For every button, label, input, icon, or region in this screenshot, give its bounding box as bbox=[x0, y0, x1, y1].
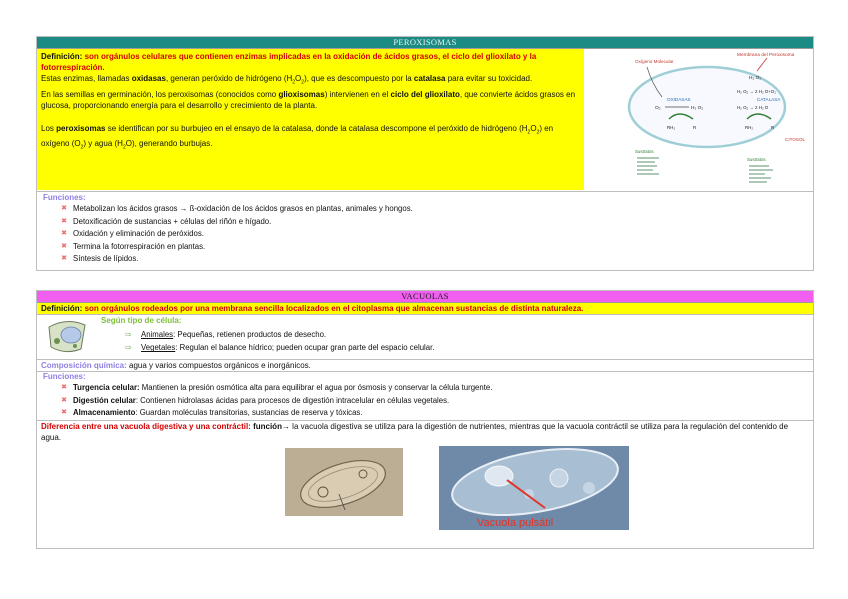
peroxisomas-paragraph-2: En las semillas en germinación, los peroxisomas (conocidos como glioxisomas) intervienen en el ciclo del glioxilato, que convierte ácidos grasos en glucosa, proporcionando energía para el desarrollo y crecimiento de la planta. bbox=[41, 90, 576, 111]
list-item: ✖ Digestión celular: Contienen hidrolasas ácidas para procesos de digestión intracelular en células vegetales. bbox=[61, 395, 450, 405]
list-item: ✖ Metabolizan los ácidos grasos → ß-oxidación de los ácidos grasos en plantas, animales y hongos. bbox=[61, 204, 413, 213]
funciones-label: Funciones: bbox=[43, 193, 86, 202]
peroxisomas-text-block bbox=[37, 49, 584, 190]
svg-text:H₂ O₂: H₂ O₂ bbox=[749, 76, 762, 81]
citosol-label: CITOSOL bbox=[785, 137, 806, 142]
vacuolas-section bbox=[36, 290, 814, 549]
peroxisomas-funciones bbox=[37, 191, 813, 266]
svg-text:OXIDASAS: OXIDASAS bbox=[667, 97, 691, 102]
svg-text:O₂: O₂ bbox=[655, 106, 661, 111]
vacuolas-definicion: Definición: son orgánulos rodeados por una membrana sencilla localizados en el citoplasma que almacenan sustancias de distinta naturaleza. bbox=[37, 303, 813, 315]
svg-text:CATALASA: CATALASA bbox=[757, 97, 781, 102]
paramecium-photo-2 bbox=[439, 446, 629, 530]
vacuolas-tipos-block bbox=[37, 315, 813, 359]
vacuolas-funciones bbox=[37, 371, 813, 420]
svg-text:RH₂: RH₂ bbox=[667, 125, 676, 130]
peroxisome-diagram bbox=[607, 49, 812, 189]
list-item: ✖ Detoxificación de sustancias + células del riñón e hígado. bbox=[61, 216, 272, 226]
segun-tipo-label: Según tipo de célula: bbox=[101, 316, 182, 326]
svg-text:R: R bbox=[693, 125, 697, 130]
svg-text:H₂ O₂ → 2 H₂ O+O₂: H₂ O₂ → 2 H₂ O+O₂ bbox=[737, 89, 776, 94]
tipos-list bbox=[37, 328, 434, 354]
list-item: ✖ Turgencia celular: Mantienen la presión osmótica alta para equilibrar el agua por ósmosis y conservar la célula turgente. bbox=[61, 383, 493, 393]
vacuolas-title: VACUOLAS bbox=[37, 291, 813, 303]
svg-text:RH₂: RH₂ bbox=[745, 125, 754, 130]
list-item: ✖ Termina la fotorrespiración en plantas. bbox=[61, 241, 206, 251]
list-item: ✖ Almacenamiento: Guardan moléculas transitorias, sustancias de reserva y tóxicas. bbox=[61, 408, 363, 418]
peroxisomas-title: PEROXISOMAS bbox=[37, 37, 813, 49]
vacuola-pulsatil-label: Vacuola pulsátil bbox=[477, 516, 554, 529]
svg-text:H₂ O₂ → 2 H₂ O: H₂ O₂ → 2 H₂ O bbox=[737, 105, 769, 110]
tipo-animales: ⇨ Animales: Pequeñas, retienen productos de desecho. bbox=[125, 330, 327, 340]
sustratos-label-2: Sustratos bbox=[747, 157, 766, 162]
composicion-row: Composición química: agua y varios compuestos orgánicos e inorgánicos. bbox=[37, 359, 813, 371]
list-item: ✖ Síntesis de lípidos. bbox=[61, 254, 139, 263]
tipo-vegetales: ⇨ Vegetales: Regulan el balance hídrico; pueden ocupar gran parte del espacio celular. bbox=[125, 343, 435, 353]
svg-text:H₂ O₂: H₂ O₂ bbox=[691, 106, 704, 111]
membrana-label: Membrana del Peroxisoma bbox=[737, 53, 795, 58]
diferencia-row: Diferencia entre una vacuola digestiva y una contráctil: función→ la vacuola digestiva se utiliza para la digestión de nutrientes, mientras que la vacuola contráctil se utiliza para la regulación del contenido de agua. Vacuola pulsátil bbox=[37, 420, 813, 539]
peroxisomas-section bbox=[36, 36, 814, 271]
list-item: ✖ Oxidación y eliminación de peróxidos. bbox=[61, 229, 204, 238]
oxigeno-label: Oxígeno Molecular bbox=[635, 59, 674, 64]
peroxisomas-definicion: Definición: son orgánulos celulares que contienen enzimas implicadas en la oxidación de ácidos grasos, el ciclo del glioxilato y la fotorrespiración. bbox=[41, 52, 537, 73]
sustratos-label-1: Sustratos bbox=[635, 149, 654, 154]
peroxisomas-funciones-list bbox=[55, 203, 807, 266]
vacuolas-funciones-list bbox=[55, 382, 807, 420]
funciones-label: Funciones: bbox=[43, 372, 86, 382]
paramecium-photo-1 bbox=[285, 448, 403, 516]
peroxisomas-paragraph-1: Estas enzimas, llamadas oxidasas, generan peróxido de hidrógeno $(H_2O_2)$, que es descompuesto por la catalasa para evitar su toxicidad. bbox=[41, 74, 533, 86]
peroxisomas-paragraph-3: Los peroxisomas se identifican por su burbujeo en el ensayo de la catalasa, donde la catalasa descompone el peróxido de hidrógeno $(H_2O_2)$ en oxígeno $(O_2)$ y agua $(H_2O)$, generando burbujas. bbox=[41, 123, 554, 151]
svg-text:R: R bbox=[771, 125, 775, 130]
